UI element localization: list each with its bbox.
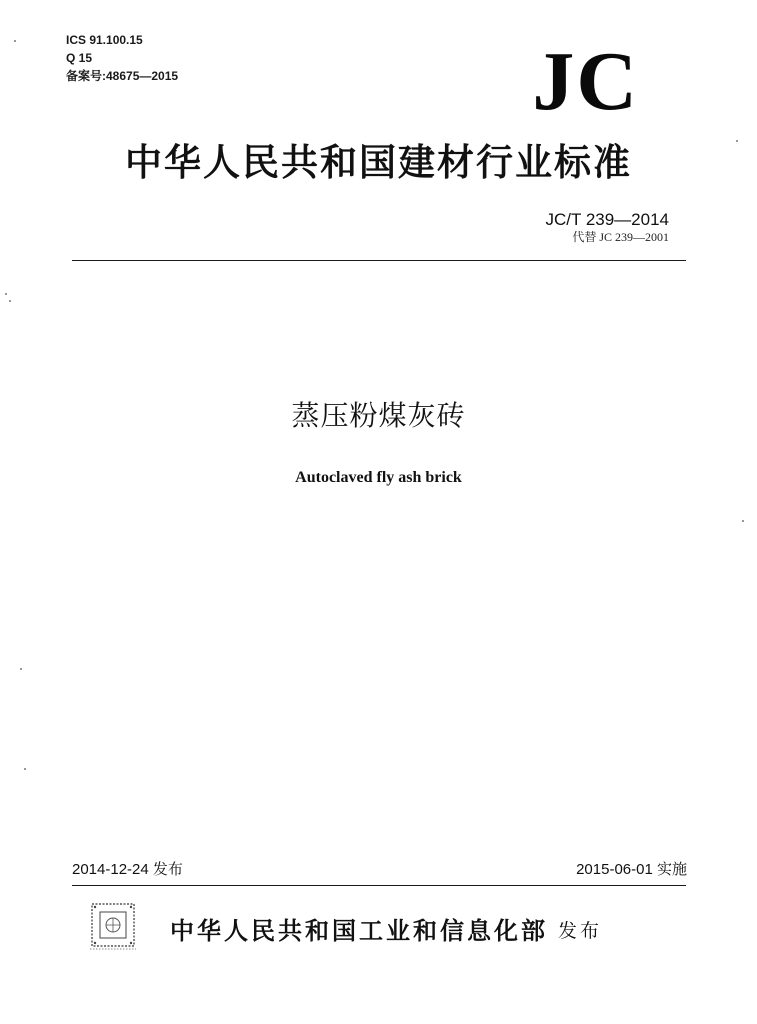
ministry-seal-icon [88,900,138,952]
ics-code: ICS 91.100.15 [66,33,143,47]
implementation-date: 2015-06-01 实施 [576,861,687,878]
scan-speck [20,668,22,670]
scan-speck [14,40,16,42]
replaced-standard: 代替 JC 239—2001 [572,230,669,244]
issue-date: 2014-12-24 发布 [72,861,183,878]
scan-speck [24,768,26,770]
scan-speck [5,293,7,295]
standard-number: JC/T 239—2014 [545,210,669,229]
scan-speck [9,300,11,302]
jc-logo: JC [532,35,639,128]
scan-speck [736,140,738,142]
scan-speck [742,520,744,522]
bottom-divider [72,885,686,886]
filing-number: 备案号:48675—2015 [66,69,179,83]
issuing-authority: 中华人民共和国工业和信息化部 [170,916,548,945]
issuing-label: 发布 [558,920,603,942]
top-divider [72,260,686,261]
document-title-english: Autoclaved fly ash brick [295,469,462,486]
standard-category-title: 中华人民共和国建材行业标准 [125,140,632,184]
document-title-chinese: 蒸压粉煤灰砖 [291,399,466,432]
ccs-code: Q 15 [66,51,93,65]
